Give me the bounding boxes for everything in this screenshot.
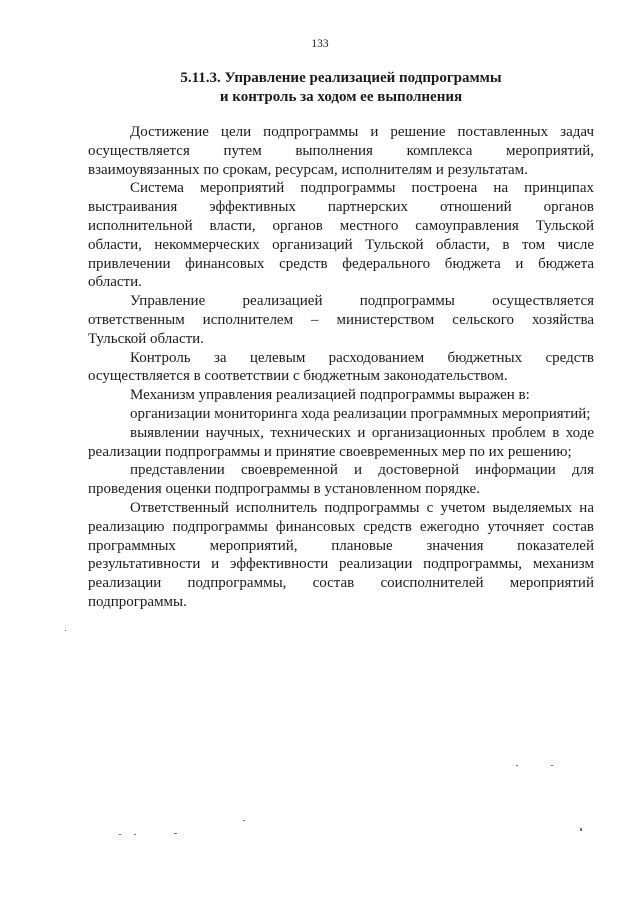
text-line: Ответственный исполнитель подпрограммы с учетом выделяемых на: [130, 499, 594, 516]
text-line: подпрограммы.: [88, 593, 187, 610]
text-line: привлечении финансовых средств федерального бюджета и бюджета: [88, 255, 594, 272]
text-line: программных мероприятий, плановые значения показателей: [88, 537, 594, 554]
scan-speck: [174, 833, 177, 834]
text-line: Управление реализацией подпрограммы осуществляется: [130, 293, 594, 310]
text-line: представлении своевременной и достоверной информации для: [130, 462, 594, 479]
text-line: Контроль за целевым расходованием бюджетных средств: [130, 349, 594, 366]
heading-line-1: 5.11.3. Управление реализацией подпрограммы: [180, 70, 502, 86]
text-line: области, некоммерческих организаций Тульской области, в том числе: [88, 236, 594, 253]
text-line: осуществляется путем выполнения комплекса мероприятий,: [88, 142, 594, 159]
text-line: выявлении научных, технических и организационных проблем в ходе: [130, 424, 594, 441]
text-line: исполнительной власти, органов местного самоуправления Тульской: [88, 217, 594, 234]
scan-speck: [551, 765, 553, 766]
section-heading: [88, 69, 594, 107]
text-line: осуществляется в соответствии с бюджетным законодательством.: [88, 368, 508, 385]
text-line: ответственным исполнителем – министерством сельского хозяйства: [88, 311, 594, 328]
text-line: области.: [88, 274, 142, 291]
text-line: взаимоувязанных по срокам, ресурсам, исполнителям и результатам.: [88, 161, 528, 178]
text-line: Достижение цели подпрограммы и решение поставленных задач: [130, 124, 594, 140]
text-line: Система мероприятий подпрограммы построена на принципах: [130, 180, 594, 197]
page-number: 133: [311, 38, 329, 50]
text-line: реализацию подпрограммы финансовых средств ежегодно уточняет состав: [88, 518, 594, 535]
scan-speck: [516, 765, 518, 766]
body-text: [88, 123, 594, 612]
text-line: Тульской области.: [88, 330, 204, 347]
heading-line-2: и контроль за ходом ее выполнения: [219, 89, 463, 105]
text-line: организации мониторинга хода реализации программных мероприятий;: [130, 405, 591, 422]
text-line: реализации подпрограммы и принятие своевременных мер по их решению;: [88, 443, 572, 460]
scan-speck: [134, 834, 136, 835]
text-line: выстраивания эффективных партнерских отношений органов: [88, 199, 594, 216]
scan-speck: [119, 834, 121, 835]
text-line: результативности и эффективности реализации подпрограммы, механизм: [88, 556, 594, 573]
scan-speck: [243, 820, 245, 821]
scan-speck: [65, 630, 66, 631]
text-line: реализации подпрограммы, состав соисполнителей мероприятий: [88, 575, 594, 592]
text-line: проведения оценки подпрограммы в установленном порядке.: [88, 481, 480, 498]
text-line: Механизм управления реализацией подпрограммы выражен в:: [130, 387, 530, 404]
scan-speck: [580, 828, 582, 831]
